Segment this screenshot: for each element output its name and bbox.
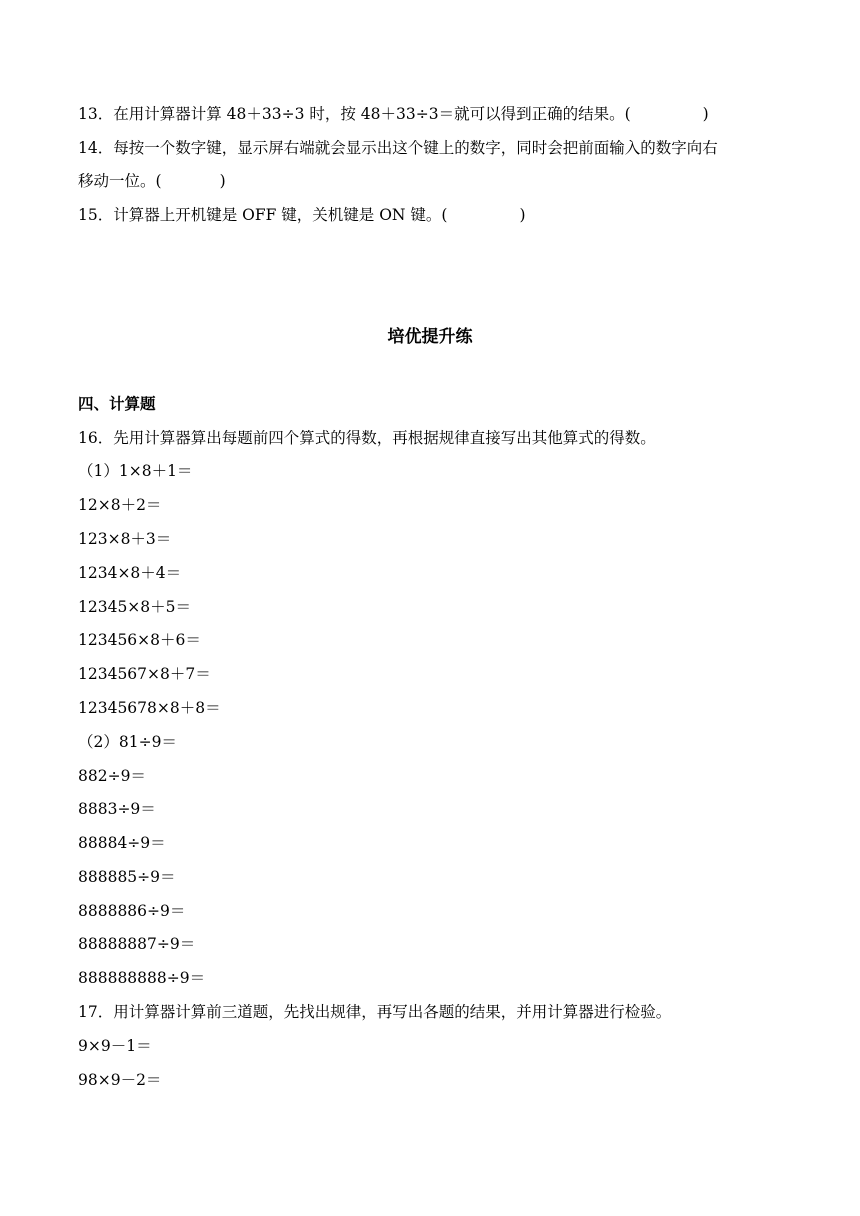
- question-13-text: 13．在用计算器计算 48＋33÷3 时，按 48＋33÷3＝就可以得到正确的结果。(: [78, 105, 631, 123]
- q16-part2-item: 882÷9＝: [78, 767, 146, 785]
- q16-part1-item: 123456×8＋6＝: [78, 631, 201, 649]
- q16-part2-item: 888885÷9＝: [78, 868, 176, 886]
- question-14-line-1: 14．每按一个数字键，显示屏右端就会显示出这个键上的数字，同时会把前面输入的数字向右: [78, 139, 718, 157]
- q16-part2-item: 888888888÷9＝: [78, 969, 206, 987]
- q16-part1-item: 12×8＋2＝: [78, 496, 162, 514]
- question-14-text: 移动一位。(: [78, 172, 162, 190]
- section-title: 培优提升练: [387, 327, 473, 347]
- q16-part1-item: （1）1×8＋1＝: [78, 462, 193, 480]
- q16-part1-item: 1234×8＋4＝: [78, 564, 182, 582]
- q16-part1-item: 12345678×8＋8＝: [78, 699, 221, 717]
- q16-part1-item: 123×8＋3＝: [78, 530, 172, 548]
- q16-part2-item: （2）81÷9＝: [78, 733, 177, 751]
- q16-part2-item: 88888887÷9＝: [78, 935, 196, 953]
- q16-part2-item: 88884÷9＝: [78, 834, 166, 852]
- q17-item: 9×9－1＝: [78, 1037, 152, 1055]
- question-16-prompt: 16．先用计算器算出每题前四个算式的得数，再根据规律直接写出其他算式的得数。: [78, 429, 656, 447]
- question-15: 15．计算器上开机键是 OFF 键，关机键是 ON 键。( ): [78, 206, 526, 224]
- question-13: 13．在用计算器计算 48＋33÷3 时，按 48＋33÷3＝就可以得到正确的结果。( ): [78, 105, 709, 123]
- q16-part2-item: 8888886÷9＝: [78, 902, 186, 920]
- q16-part2-item: 8883÷9＝: [78, 800, 156, 818]
- q17-item: 98×9－2＝: [78, 1071, 162, 1089]
- q16-part1-item: 12345×8＋5＝: [78, 598, 192, 616]
- question-15-text: 15．计算器上开机键是 OFF 键，关机键是 ON 键。(: [78, 206, 448, 224]
- q16-part1-item: 1234567×8＋7＝: [78, 665, 211, 683]
- question-14-line-2: 移动一位。( ): [78, 172, 226, 190]
- question-17-prompt: 17．用计算器计算前三道题，先找出规律，再写出各题的结果，并用计算器进行检验。: [78, 1003, 672, 1021]
- section-heading: 四、计算题: [78, 395, 156, 413]
